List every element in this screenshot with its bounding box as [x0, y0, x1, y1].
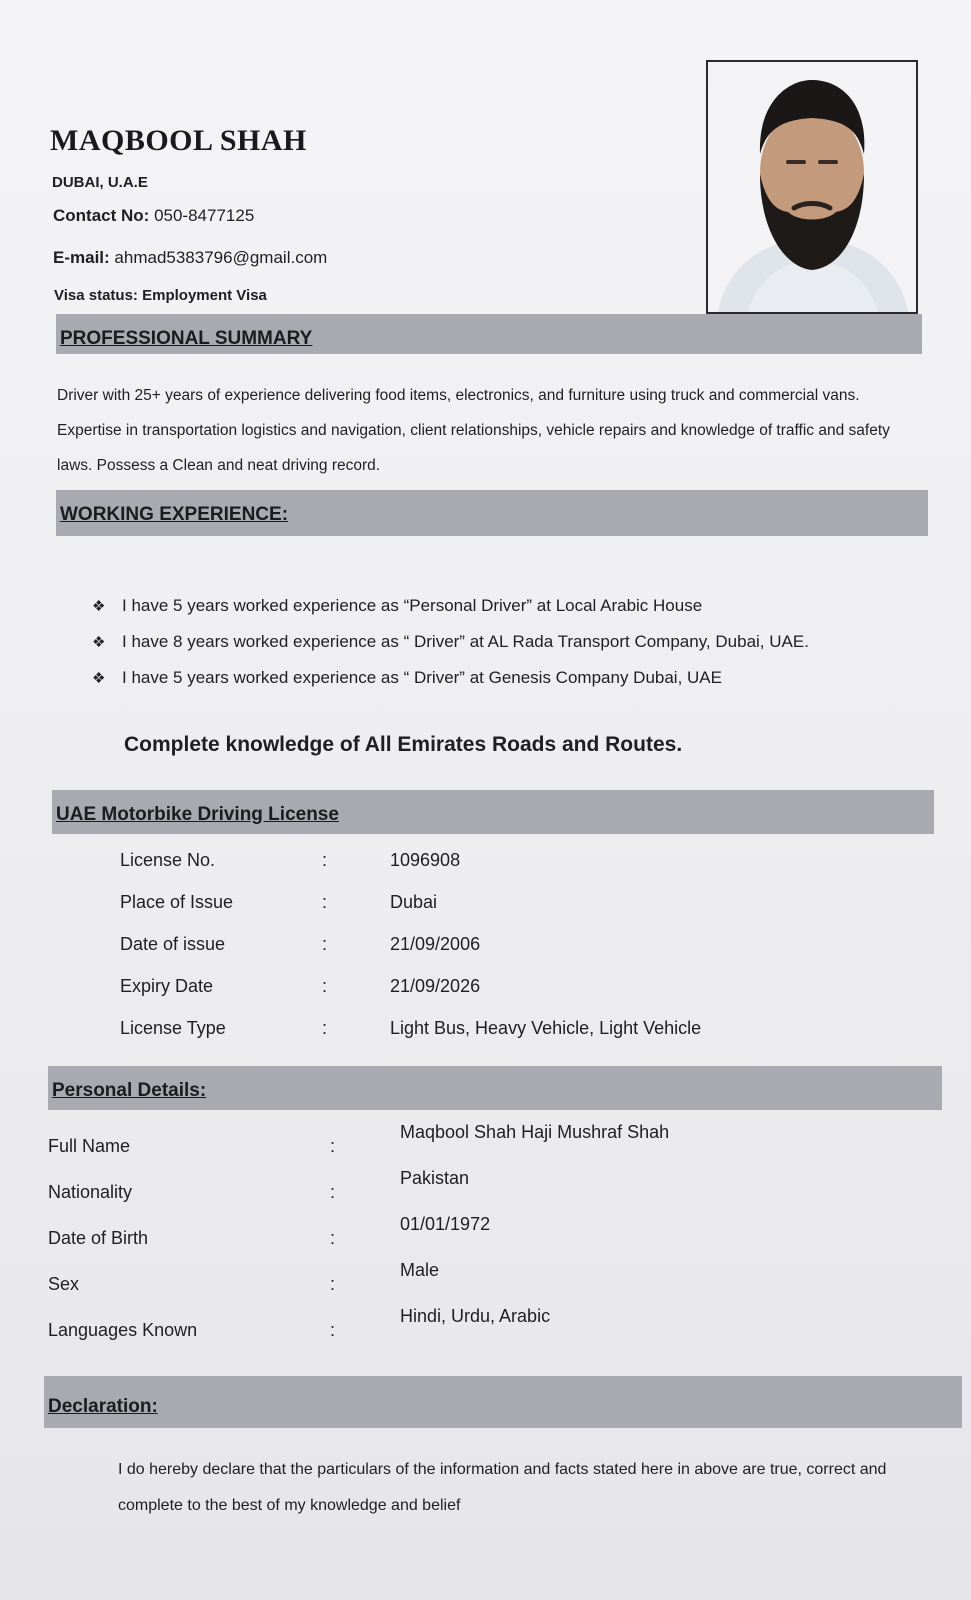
license-header-bar: [52, 790, 934, 834]
separator: :: [330, 1136, 336, 1156]
contact-line: [53, 206, 254, 226]
separator: :: [330, 1320, 336, 1340]
personal-value: Hindi, Urdu, Arabic: [400, 1306, 551, 1326]
diamond-bullet-icon: ❖: [92, 598, 106, 615]
personal-label: Full Name: [48, 1136, 131, 1156]
personal-heading: Personal Details:: [52, 1080, 207, 1101]
separator: :: [322, 850, 328, 870]
license-label: Expiry Date: [120, 976, 214, 996]
personal-value: 01/01/1972: [400, 1214, 491, 1234]
experience-item: [92, 588, 809, 624]
license-value: 1096908: [390, 850, 461, 870]
email-line: [53, 248, 327, 268]
experience-header-bar: [56, 490, 928, 536]
experience-list: [92, 588, 809, 696]
diamond-bullet-icon: ❖: [92, 670, 106, 687]
personal-header-bar: [48, 1066, 942, 1110]
personal-value: Male: [400, 1260, 440, 1280]
license-value: Light Bus, Heavy Vehicle, Light Vehicle: [390, 1018, 702, 1038]
separator: :: [322, 1018, 328, 1038]
knowledge-highlight: Complete knowledge of All Emirates Roads and Routes.: [124, 733, 683, 756]
experience-item: [92, 660, 809, 696]
portrait-image: [708, 62, 916, 312]
separator: :: [322, 892, 328, 912]
experience-item-text: I have 8 years worked experience as “ Driver” at AL Rada Transport Company, Dubai, UAE.: [122, 632, 809, 651]
experience-heading: WORKING EXPERIENCE:: [60, 504, 289, 525]
contact-value: 050-8477125: [154, 206, 255, 225]
summary-heading: PROFESSIONAL SUMMARY: [60, 328, 313, 349]
visa-label: Visa status:: [54, 287, 138, 304]
separator: :: [330, 1182, 336, 1202]
license-label: License Type: [120, 1018, 226, 1038]
separator: :: [322, 976, 328, 996]
visa-value: Employment Visa: [142, 287, 267, 304]
email-value: ahmad5383796@gmail.com: [114, 248, 328, 267]
personal-label: Nationality: [48, 1182, 133, 1202]
diamond-bullet-icon: ❖: [92, 634, 106, 651]
personal-label: Date of Birth: [48, 1228, 149, 1248]
license-label: Place of Issue: [120, 892, 234, 912]
license-value: 21/09/2026: [390, 976, 481, 996]
declaration-heading: Declaration:: [48, 1396, 158, 1417]
license-value: Dubai: [390, 892, 438, 912]
personal-label: Sex: [48, 1274, 80, 1294]
experience-item-text: I have 5 years worked experience as “Personal Driver” at Local Arabic House: [122, 596, 703, 615]
visa-line: [54, 287, 267, 304]
separator: :: [330, 1228, 336, 1248]
separator: :: [330, 1274, 336, 1294]
summary-text: Driver with 25+ years of experience delivering food items, electronics, and furniture using truck and commercial vans. Expertise in transportation logistics and navigation, client relationships, vehicle repairs and knowledge of traffic and safety laws. Possess a Clean and neat driving record.: [57, 387, 890, 474]
candidate-location: DUBAI, U.A.E: [52, 174, 148, 191]
declaration-header-bar: [44, 1376, 962, 1428]
candidate-name: MAQBOOL SHAH: [50, 124, 307, 157]
license-value: 21/09/2006: [390, 934, 481, 954]
personal-label: Languages Known: [48, 1320, 198, 1340]
experience-item: [92, 624, 809, 660]
experience-item-text: I have 5 years worked experience as “ Driver” at Genesis Company Dubai, UAE: [122, 668, 722, 687]
declaration-text: I do hereby declare that the particulars of the information and facts stated here in above are true, correct and complete to the best of my knowledge and belief: [118, 1461, 887, 1514]
license-heading: UAE Motorbike Driving License: [56, 804, 339, 825]
email-label: E-mail:: [53, 248, 110, 267]
summary-header-bar: [56, 314, 922, 354]
separator: :: [322, 934, 328, 954]
license-label: Date of issue: [120, 934, 226, 954]
personal-value: Maqbool Shah Haji Mushraf Shah: [400, 1122, 670, 1142]
profile-photo: [706, 60, 918, 314]
license-label: License No.: [120, 850, 216, 870]
contact-label: Contact No:: [53, 206, 150, 225]
personal-value: Pakistan: [400, 1168, 470, 1188]
